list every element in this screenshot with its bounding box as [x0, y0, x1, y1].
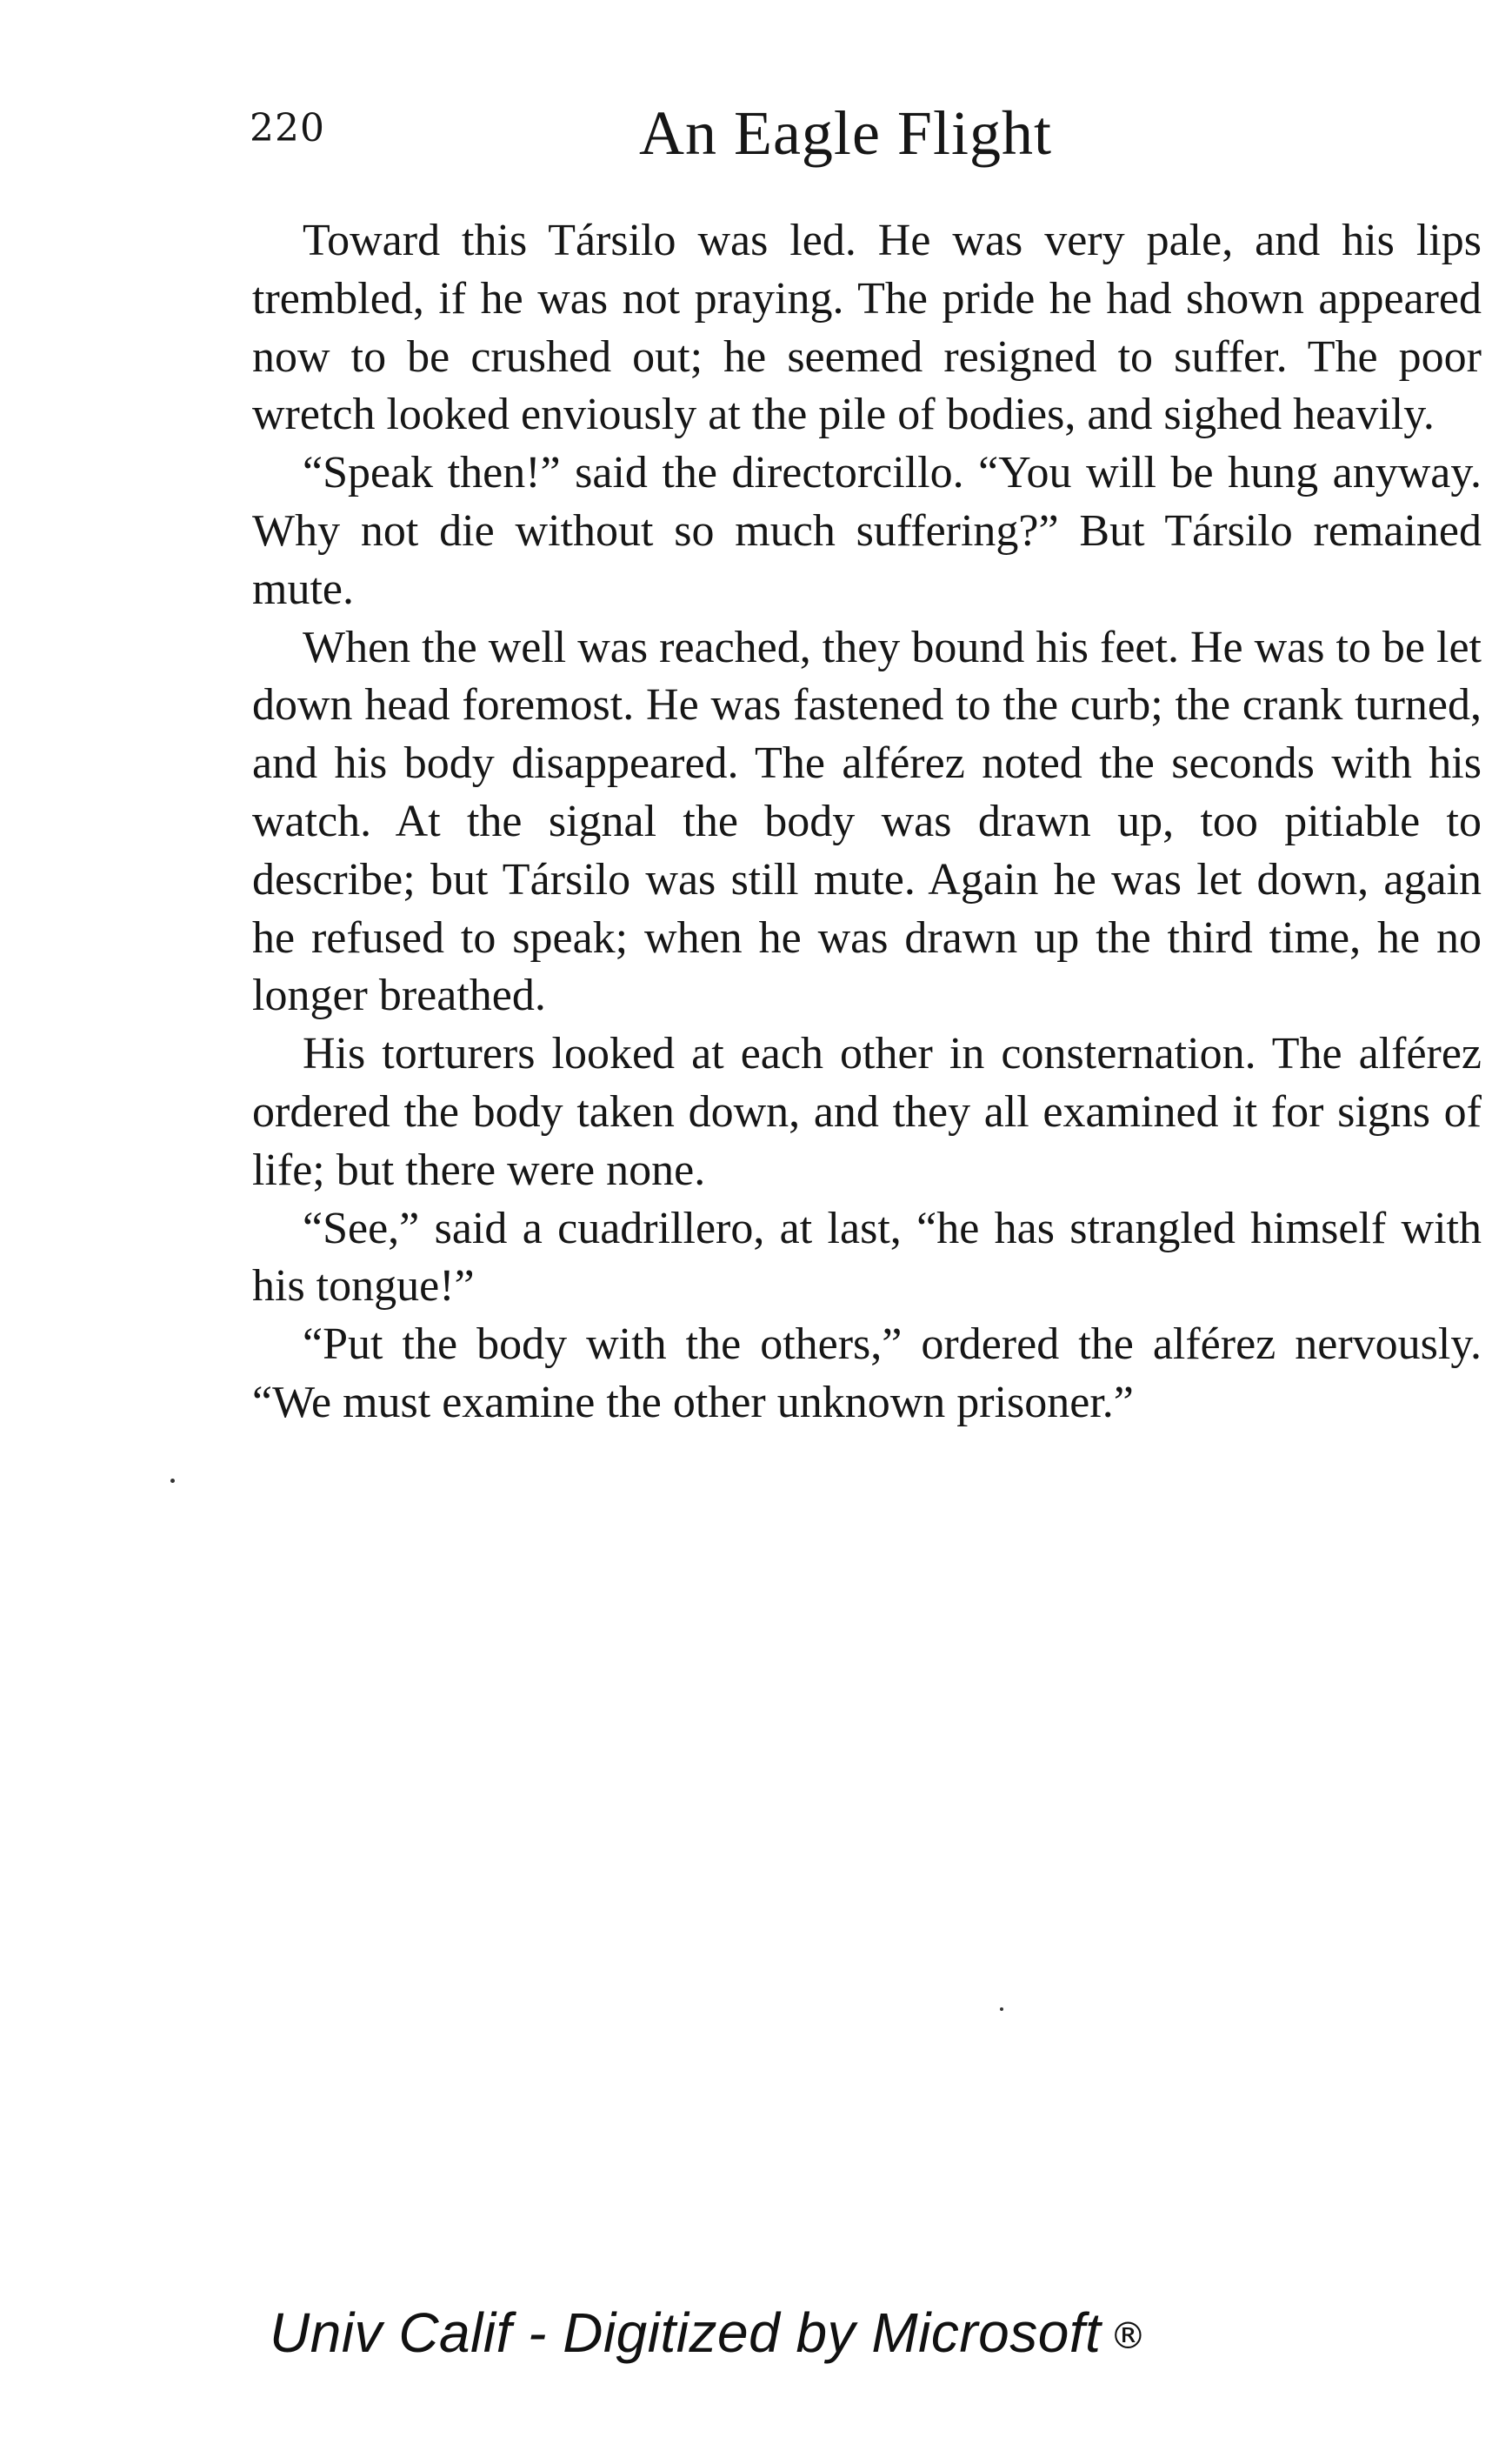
- paragraph: When the well was reached, they bound his feet. He was to be let down head foremost. He was fastened to the curb; the crank turned, and his body disappeared. The alférez noted the seconds with his watch. At the signal the body was drawn up, too pitiable to describe; but Társilo was still mute. Again he was let down, again he refused to speak; when he was drawn up the third time, he no longer breathed.: [252, 622, 1482, 1021]
- paragraph: Toward this Társilo was led. He was very pale, and his lips trembled, if he was not praying. The pride he had shown appeared now to be crushed out; he seemed resigned to suffer. The poor wretch looked enviously at the pile of bodies, and sighed heavily.: [252, 216, 1482, 440]
- body-text: [252, 212, 1482, 1432]
- digitization-watermark: [270, 2300, 1147, 2365]
- paragraph: “See,” said a cuadrillero, at last, “he has strangled himself with his tongue!”: [252, 1203, 1482, 1312]
- scan-speck: [1000, 2007, 1003, 2011]
- watermark-text: Univ Calif - Digitized by Microsoft: [270, 2301, 1102, 2364]
- microsoft-logo-icon: ®: [1109, 2314, 1147, 2357]
- page-number: 220: [250, 106, 325, 150]
- scan-speck: [170, 1479, 175, 1483]
- paragraph: “Speak then!” said the directorcillo. “You will be hung anyway. Why not die without so much suffering?” But Társilo remained mute.: [252, 448, 1482, 614]
- running-title: An Eagle Flight: [639, 98, 1052, 168]
- paragraph: His torturers looked at each other in consternation. The alférez ordered the body taken down, and they all examined it for signs of life; but there were none.: [252, 1029, 1482, 1195]
- page-header: [250, 97, 1484, 167]
- paragraph: “Put the body with the others,” ordered the alférez nervously. “We must examine the other unknown prisoner.”: [252, 1319, 1482, 1427]
